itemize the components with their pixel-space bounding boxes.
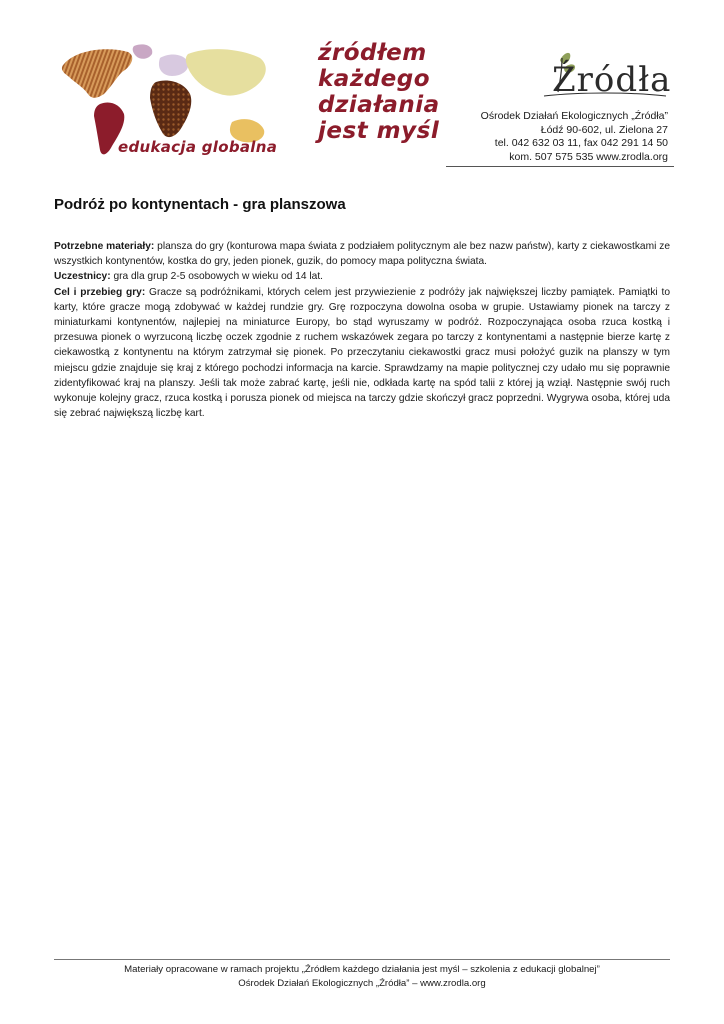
document-text (54, 239, 670, 421)
footer-line-org: Ośrodek Działań Ekologicznych „Źródła” – www.zrodla.org (238, 978, 486, 989)
contact-org: Ośrodek Działań Ekologicznych „Źródła” (480, 110, 668, 122)
page-header (0, 0, 724, 170)
materials-text: plansza do gry (konturowa mapa świata z podziałem politycznym ale bez nazw państw), karty z ciekawostkami ze wszystkich kontynentów, kostka do gry, jeden pionek, guzik, do pomocy mapa polityczna świata. (54, 241, 670, 268)
slogan (318, 40, 440, 144)
contact-block (481, 110, 668, 164)
participants-label: Uczestnicy: (54, 271, 111, 283)
slogan-line: źródłem (318, 40, 427, 66)
page-footer (54, 963, 670, 991)
materials-label: Potrzebne materiały: (54, 241, 155, 252)
brand-name: Źródła (552, 60, 672, 100)
edukacja-globalna-label: edukacja globalna (118, 138, 278, 156)
participants-text: gra dla grup 2-5 osobowych w wieku od 14 lat. (110, 271, 323, 283)
contact-mobile: kom. 507 575 535 www.zrodla.org (509, 150, 668, 163)
header-divider (446, 166, 674, 167)
slogan-line: każdego (318, 66, 431, 92)
contact-phone: tel. 042 632 03 11, fax 042 291 14 50 (494, 137, 668, 149)
rules-label: Cel i przebieg gry: (54, 286, 146, 298)
footer-line-project: Materiały opracowane w ramach projektu „Źródłem każdego działania jest myśl – szkolenia z edukacji globalnej” (124, 964, 600, 975)
contact-address: Łódź 90-602, ul. Zielona 27 (540, 123, 668, 136)
slogan-line: działania (318, 92, 440, 118)
rules-text: Gracze są podróżnikami, których celem jest przywiezienie z podróży jak największej liczby pamiątek. Pamiątki to karty, które gracze mogą zdobywać w każdej rundzie gry. Grę rozpoczyna dowolna osoba w grupie. Ustawiamy pionek na tarczy z miniaturkami kontynentów, najlepiej na miniaturce Europy, bo stąd wyruszamy w podróż. Rozpoczynająca osoba rzuca kostką i przesuwa pionek o wyrzuconą liczbę oczek zgodnie z ruchem wskazówek zegara po tarczy z kontynentami a następnie bierze kartę z ciekawostką z kontynentu na którym zatrzymał się pionek. Po przeczytaniu ciekawostki gracz musi położyć guzik na planszy w tym miejscu gdzie znajduje się kraj z którego pochodzi informacja na karcie. Sprawdzamy na mapie politycznej czy udało mu się poprawnie zidentyfikować kraj na planszy. Jeśli tak może zabrać kartę, jeśli nie, odkłada kartę na spód talii z której ją wziął. Następnie swój ruch wykonuje kolejny gracz, rzuca kostką i porusza pionek od miejsca na tarczy gdzie skończył gracz poprzedni. Wygrywa osoba, której uda się zebrać największą liczbę kart. (54, 286, 670, 420)
document-title: Podróż po kontynentach - gra planszowa (54, 196, 346, 213)
footer-divider (54, 959, 670, 960)
slogan-line: jest myśl (318, 118, 440, 144)
document-body (54, 196, 670, 421)
